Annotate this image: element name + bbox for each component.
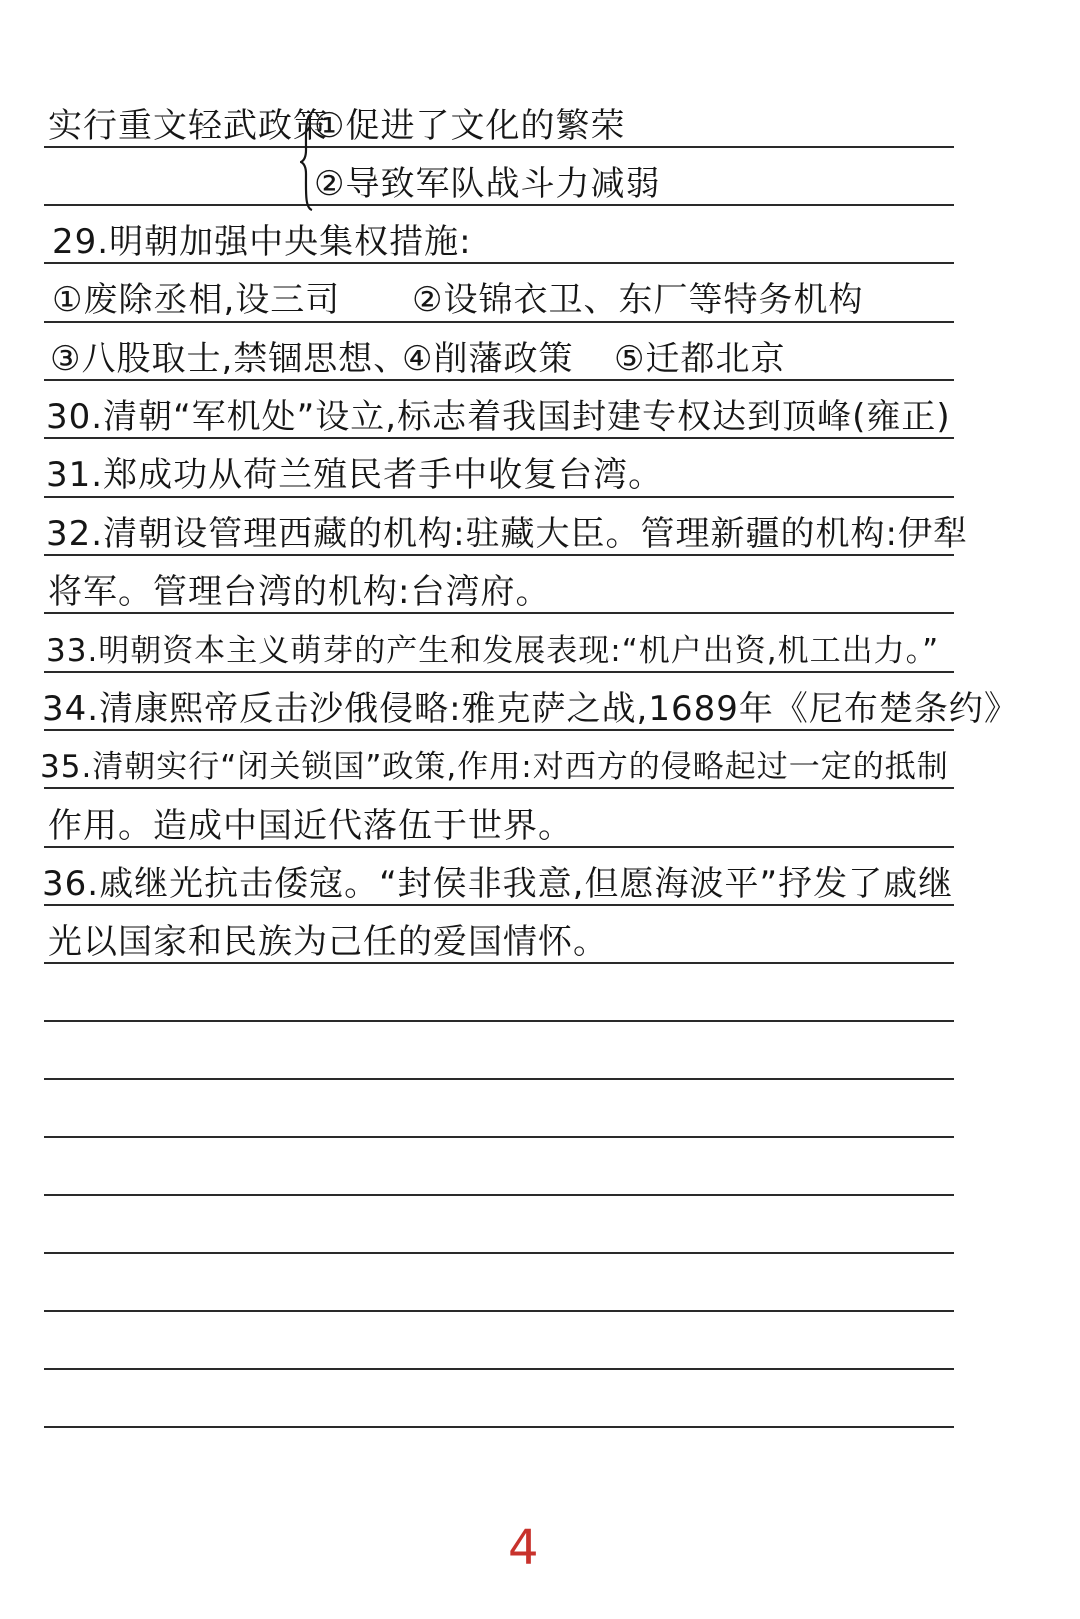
item-35-line-2: 作用。造成中国近代落伍于世界。 xyxy=(48,806,573,846)
item-32-line-2: 将军。管理台湾的机构:台湾府。 xyxy=(48,572,551,612)
ruled-line xyxy=(44,146,954,148)
policy-effect-2: ②导致军队战斗力减弱 xyxy=(314,164,661,204)
ruled-line xyxy=(44,1078,954,1080)
ruled-line xyxy=(44,1252,954,1254)
ruled-line xyxy=(44,612,954,614)
ruled-line xyxy=(44,962,954,964)
page-number: 4 xyxy=(508,1520,539,1576)
item-34: 34.清康熙帝反击沙俄侵略:雅克萨之战,1689年《尼布楚条约》 xyxy=(42,689,1019,729)
policy-effect-1: ①促进了文化的繁荣 xyxy=(314,106,626,146)
ruled-line xyxy=(44,846,954,848)
ruled-line xyxy=(44,262,954,264)
ruled-line xyxy=(44,379,954,381)
policy-topic: 实行重文轻武政策 xyxy=(48,106,328,146)
brace-icon xyxy=(300,112,314,212)
item-29-measure-5: ⑤迁都北京 xyxy=(614,339,786,379)
ruled-line xyxy=(44,321,954,323)
item-36-line-2: 光以国家和民族为己任的爱国情怀。 xyxy=(48,922,608,962)
item-32-line-1: 32.清朝设管理西藏的机构:驻藏大臣。管理新疆的机构:伊犁 xyxy=(46,514,968,554)
ruled-line xyxy=(44,437,954,439)
ruled-line xyxy=(44,1136,954,1138)
ruled-line xyxy=(44,671,954,673)
ruled-line xyxy=(44,787,954,789)
item-35-line-1: 35.清朝实行“闭关锁国”政策,作用:对西方的侵略起过一定的抵制 xyxy=(40,749,949,785)
item-29-title: 29.明朝加强中央集权措施: xyxy=(52,222,472,262)
item-30: 30.清朝“军机处”设立,标志着我国封建专权达到顶峰(雍正) xyxy=(46,397,951,437)
ruled-line xyxy=(44,904,954,906)
ruled-line xyxy=(44,1310,954,1312)
ruled-line xyxy=(44,496,954,498)
item-29-measure-4: ④削藩政策 xyxy=(402,339,574,379)
ruled-line xyxy=(44,1194,954,1196)
item-29-measure-1: ①废除丞相,设三司 xyxy=(52,280,341,320)
item-31: 31.郑成功从荷兰殖民者手中收复台湾。 xyxy=(46,455,664,495)
ruled-line xyxy=(44,1368,954,1370)
ruled-line xyxy=(44,554,954,556)
item-36-line-1: 36.戚继光抗击倭寇。“封侯非我意,但愿海波平”抒发了戚继 xyxy=(42,864,954,904)
ruled-line xyxy=(44,204,954,206)
item-29-measure-2: ②设锦衣卫、东厂等特务机构 xyxy=(412,280,864,320)
ruled-line xyxy=(44,729,954,731)
ruled-line xyxy=(44,1020,954,1022)
item-33: 33.明朝资本主义萌芽的产生和发展表现:“机户出资,机工出力。” xyxy=(46,633,940,669)
ruled-line xyxy=(44,1426,954,1428)
item-29-measure-3: ③八股取士,禁锢思想、 xyxy=(50,339,409,379)
